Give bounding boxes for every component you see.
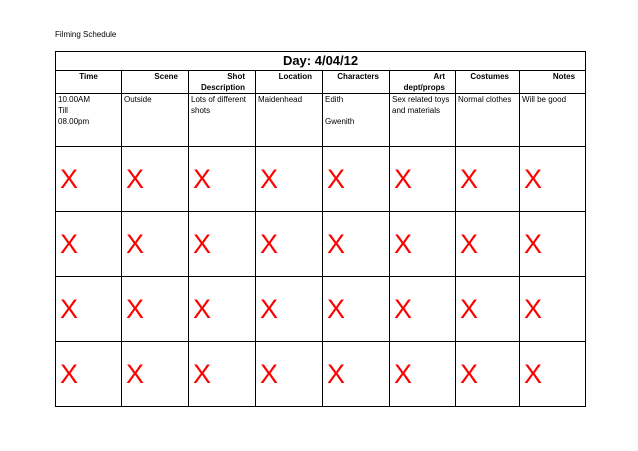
placeholder-x-mark: X [260, 358, 279, 389]
placeholder-cell [256, 277, 323, 342]
placeholder-cell [189, 342, 256, 407]
placeholder-row [56, 277, 586, 342]
placeholder-cell [56, 147, 122, 212]
placeholder-cell [256, 147, 323, 212]
placeholder-cell [520, 342, 586, 407]
placeholder-cell [56, 342, 122, 407]
placeholder-cell [122, 147, 189, 212]
placeholder-x-mark: X [524, 228, 543, 259]
placeholder-rows [56, 147, 586, 407]
placeholder-cell [390, 277, 456, 342]
cell-location [256, 94, 323, 147]
cell-characters [323, 94, 390, 147]
placeholder-cell [456, 277, 520, 342]
column-header-scene: Scene [122, 71, 189, 94]
document-header: Filming Schedule [55, 30, 117, 39]
cell-time [56, 94, 122, 147]
placeholder-x-mark: X [460, 293, 479, 324]
placeholder-row [56, 342, 586, 407]
cell-scene [122, 94, 189, 147]
placeholder-x-mark: X [60, 293, 79, 324]
placeholder-x-mark: X [394, 293, 413, 324]
placeholder-cell [323, 212, 390, 277]
placeholder-x-mark: X [394, 228, 413, 259]
placeholder-x-mark: X [126, 358, 145, 389]
filming-schedule-table [55, 51, 586, 407]
schedule-entry-row [56, 94, 586, 147]
placeholder-x-mark: X [126, 228, 145, 259]
column-header-location: Location [256, 71, 323, 94]
placeholder-cell [520, 147, 586, 212]
cell-shot-description [189, 94, 256, 147]
placeholder-x-mark: X [460, 228, 479, 259]
shot-line-2: shots [191, 106, 211, 115]
props-line-1: Sex related toys [392, 95, 450, 104]
placeholder-cell [56, 277, 122, 342]
placeholder-cell [189, 277, 256, 342]
placeholder-cell [390, 212, 456, 277]
placeholder-cell [456, 342, 520, 407]
placeholder-row [56, 147, 586, 212]
placeholder-x-mark: X [60, 228, 79, 259]
placeholder-x-mark: X [126, 293, 145, 324]
placeholder-x-mark: X [193, 358, 212, 389]
placeholder-x-mark: X [524, 163, 543, 194]
placeholder-cell [390, 342, 456, 407]
placeholder-cell [56, 212, 122, 277]
placeholder-x-mark: X [394, 358, 413, 389]
placeholder-x-mark: X [524, 293, 543, 324]
character-edith: Edith [325, 95, 344, 104]
time-start: 10.00AM [58, 95, 91, 104]
costumes-value: Normal clothes [458, 95, 512, 104]
placeholder-cell [520, 212, 586, 277]
placeholder-x-mark: X [460, 163, 479, 194]
character-gwenith: Gwenith [325, 117, 355, 126]
column-header-characters: Characters [323, 71, 390, 94]
props-line-2: and materials [392, 106, 441, 115]
time-till: Till [58, 106, 68, 115]
placeholder-x-mark: X [327, 293, 346, 324]
placeholder-cell [390, 147, 456, 212]
placeholder-x-mark: X [193, 163, 212, 194]
placeholder-x-mark: X [260, 163, 279, 194]
placeholder-cell [122, 342, 189, 407]
placeholder-cell [323, 342, 390, 407]
placeholder-cell [520, 277, 586, 342]
placeholder-cell [256, 342, 323, 407]
column-header-art-dept-props: Art dept/props [390, 71, 456, 94]
placeholder-cell [456, 212, 520, 277]
column-header-shot-description: Shot Description [189, 71, 256, 94]
cell-notes [520, 94, 586, 147]
placeholder-x-mark: X [60, 358, 79, 389]
placeholder-x-mark: X [460, 358, 479, 389]
placeholder-cell [189, 212, 256, 277]
placeholder-x-mark: X [260, 228, 279, 259]
column-header-notes: Notes [520, 71, 586, 94]
placeholder-cell [189, 147, 256, 212]
cell-art-dept-props [390, 94, 456, 147]
day-title: Day: 4/04/12 [56, 52, 586, 71]
placeholder-row [56, 212, 586, 277]
placeholder-cell [122, 277, 189, 342]
placeholder-x-mark: X [327, 228, 346, 259]
placeholder-x-mark: X [60, 163, 79, 194]
placeholder-cell [256, 212, 323, 277]
column-header-time: Time [56, 71, 122, 94]
placeholder-x-mark: X [327, 358, 346, 389]
column-header-costumes: Costumes [456, 71, 520, 94]
placeholder-x-mark: X [394, 163, 413, 194]
placeholder-x-mark: X [193, 293, 212, 324]
placeholder-cell [323, 277, 390, 342]
placeholder-cell [122, 212, 189, 277]
location-value: Maidenhead [258, 95, 303, 104]
time-end: 08.00pm [58, 117, 90, 126]
cell-costumes [456, 94, 520, 147]
placeholder-x-mark: X [193, 228, 212, 259]
placeholder-x-mark: X [260, 293, 279, 324]
placeholder-x-mark: X [126, 163, 145, 194]
scene-value: Outside [124, 95, 152, 104]
notes-value: Will be good [522, 95, 567, 104]
placeholder-x-mark: X [524, 358, 543, 389]
placeholder-cell [323, 147, 390, 212]
placeholder-x-mark: X [327, 163, 346, 194]
shot-line-1: Lots of different [191, 95, 246, 104]
placeholder-cell [456, 147, 520, 212]
